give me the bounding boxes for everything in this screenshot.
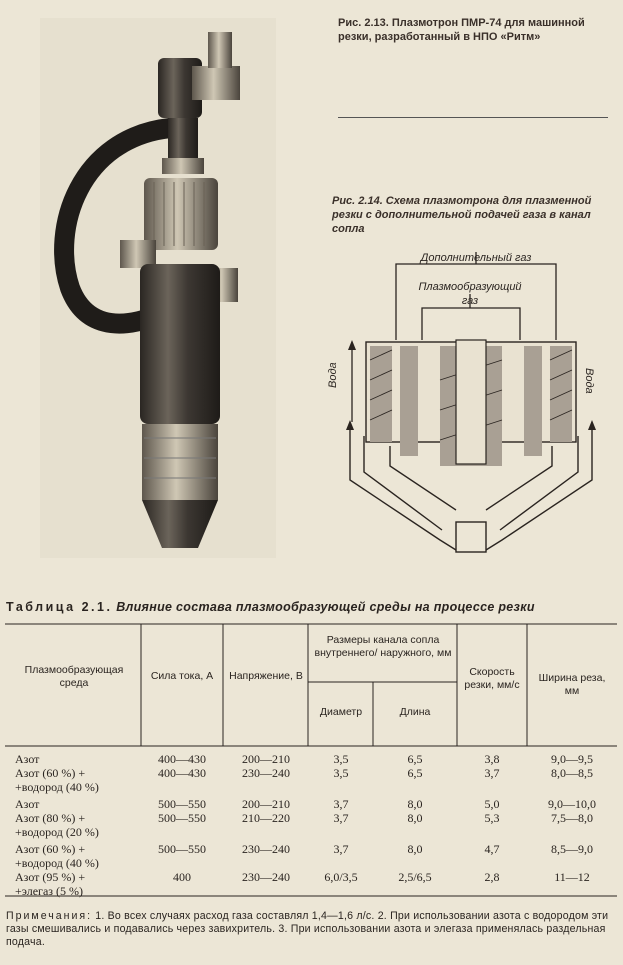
water-label-left: Вода [327,362,339,388]
figure-2-13-caption: Рис. 2.13. Плазмотрон ПМР-74 для машинной резки, разработанный в НПО «Ритм» [338,17,585,43]
svg-text:Дополнительный газ: Дополнительный газ [420,252,532,264]
cell-current: 500—550 [158,811,206,825]
caption-divider [338,117,608,118]
cell-speed: 2,8 [484,870,500,884]
notes-text: 1. Во всех случаях расход газа составлял 1,4—1,6 л/с. 2. При использовании азота с водородом эти газы смешивались и подавались через завихритель. 3. При использовании азота и элегаза применялась раздельная подача. [6,910,609,948]
cell-medium: Азот (80 %) + [15,811,86,825]
cell-length: 8,0 [407,811,423,825]
header-medium: Плазмообразующая среда [24,664,124,689]
cell-speed: 3,7 [484,766,500,780]
cell-medium: Азот (60 %) + [15,766,86,780]
table-title [6,600,616,614]
cell-length: 8,0 [407,797,423,811]
plasmatron-schematic [327,240,620,570]
cell-current: 500—550 [158,797,206,811]
cell-current: 400—430 [158,766,206,780]
cell-medium: Азот (95 %) + [15,870,86,884]
cell-voltage: 210—220 [242,811,290,825]
cell-speed: 5,0 [484,797,500,811]
cell-length: 6,5 [407,752,423,766]
cell-diameter: 6,0/3,5 [324,870,358,884]
cell-current: 400—430 [158,752,206,766]
cell-voltage: 200—210 [242,752,290,766]
header-speed: Скорость резки, мм/с [464,666,520,691]
header-width: Ширина реза, мм [538,672,606,697]
cell-width: 9,0—10,0 [548,797,596,811]
cell-diameter: 3,5 [333,766,349,780]
header-diameter: Диаметр [319,706,363,718]
data-table [5,620,617,898]
cell-width: 8,5—9,0 [551,842,593,856]
header-channel: Размеры канала сопла внутреннего/ наружного, мм [314,634,452,659]
table-number: Таблица 2.1. [6,600,113,614]
table-notes [6,910,618,949]
header-current: Сила тока, А [150,670,214,682]
cell-diameter: 3,7 [333,811,349,825]
cell-speed: 3,8 [484,752,500,766]
table-title-text: Влияние состава плазмообразующей среды на процессе резки [116,600,535,614]
cell-speed: 5,3 [484,811,500,825]
cell-diameter: 3,7 [333,797,349,811]
cell-medium: Азот [15,797,40,811]
header-voltage: Напряжение, В [229,670,303,682]
extra-gas-label [419,252,532,264]
plasma-gas-label-2: газ [461,295,479,307]
cell-medium: Азот [15,752,40,766]
cell-length: 2,5/6,5 [398,870,432,884]
cell-medium: +водород (20 %) [15,825,99,839]
plasmatron-photo [40,18,276,558]
plasmatron-photo-drawing [40,18,276,558]
plasma-gas-label-1: Плазмообразующий [418,281,522,293]
cell-width: 8,0—8,5 [551,766,593,780]
cell-length: 6,5 [407,766,423,780]
cell-current: 400 [173,870,191,884]
header-length: Длина [399,706,431,718]
cell-diameter: 3,7 [333,842,349,856]
water-label-right: Вода [583,368,595,394]
cell-medium: +водород (40 %) [15,780,99,794]
cell-current: 500—550 [158,842,206,856]
cell-width: 9,0—9,5 [551,752,593,766]
cell-voltage: 230—240 [242,870,290,884]
cell-width: 7,5—8,0 [551,811,593,825]
cell-diameter: 3,5 [333,752,349,766]
figure-2-14-caption: Рис. 2.14. Схема плазмотрона для плазменной резки с дополнительной подачей газа в канал сопла [332,195,592,235]
cell-speed: 4,7 [484,842,500,856]
cell-medium: Азот (60 %) + [15,842,86,856]
cell-medium: +водород (40 %) [15,856,99,870]
cell-length: 8,0 [407,842,423,856]
cell-voltage: 230—240 [242,766,290,780]
cell-width: 11—12 [554,870,590,884]
notes-label: Примечания: [6,910,93,922]
cell-voltage: 200—210 [242,797,290,811]
cell-voltage: 230—240 [242,842,290,856]
cell-medium: +элегаз (5 %) [15,884,83,898]
